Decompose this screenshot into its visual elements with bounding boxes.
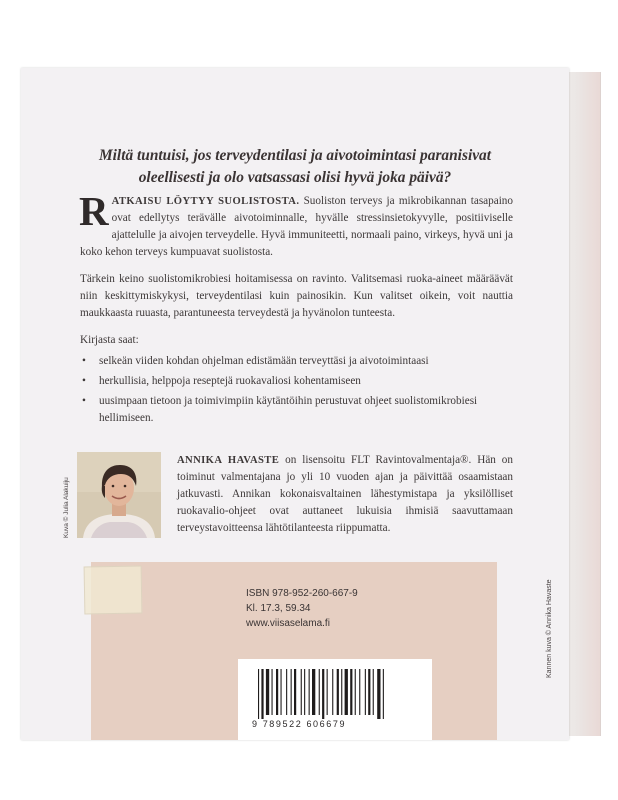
barcode-bar	[350, 669, 352, 715]
barcode-bar	[355, 669, 356, 715]
nutrition-paragraph: Tärkein keino suolistomikrobiesi hoitamisessa on ravinto. Valitsemasi ruoka-aineet määräävät niin keskittymiskykysi, terveydentilasi kuin painosikin. Kun valitset oikein, voit nauttia maukkaasta ruuasta, parantuneesta terveydestä ja hyvänolon tunteesta.	[80, 273, 513, 319]
list-item	[80, 353, 513, 370]
author-bio	[177, 452, 513, 537]
barcode-number: 9 789522 606679	[252, 719, 347, 729]
barcode-bar	[258, 669, 259, 719]
cover-photo-credit: Kannen kuva © Annika Havaste	[546, 579, 553, 678]
barcode-bar	[359, 669, 360, 715]
barcode-bar	[272, 669, 273, 715]
barcode-bar	[327, 669, 328, 715]
author-name: ANNIKA HAVASTE	[177, 455, 280, 466]
barcode-icon	[256, 669, 416, 719]
list-item-text: selkeän viiden kohdan ohjelman edistämään terveyttäsi ja aivotoimintaasi	[99, 355, 429, 367]
lead-question	[80, 145, 510, 189]
barcode-bar	[312, 669, 315, 715]
bullet-icon: •	[82, 395, 86, 407]
barcode-bar	[322, 669, 324, 719]
gets-title: Kirjasta saat:	[80, 334, 139, 346]
author-photo	[77, 452, 161, 538]
author-portrait-icon	[77, 452, 161, 538]
drop-cap: R	[79, 188, 109, 234]
bullet-icon: •	[82, 375, 86, 387]
barcode-bar	[368, 669, 370, 715]
barcode-bar	[373, 669, 374, 715]
intro-heading: ATKAISU LÖYTYY SUOLISTOSTA.	[111, 196, 300, 207]
barcode-bar	[286, 669, 287, 715]
barcode-bar	[377, 669, 380, 719]
barcode-bar	[304, 669, 305, 715]
isbn: ISBN 978-952-260-667-9	[246, 588, 358, 599]
barcode-bar	[261, 669, 263, 719]
barcode-bar	[309, 669, 310, 715]
barcode-bar	[319, 669, 320, 715]
barcode-bar	[276, 669, 278, 715]
bullet-icon: •	[82, 355, 86, 367]
barcode-bar	[281, 669, 282, 715]
barcode-bar	[266, 669, 269, 715]
barcode-bar	[337, 669, 339, 715]
intro-paragraph	[79, 188, 513, 261]
barcode-bar	[341, 669, 342, 715]
barcode-bar	[301, 669, 302, 715]
barcode-bar	[332, 669, 333, 715]
barcode-bar	[291, 669, 292, 715]
barcode	[238, 659, 432, 740]
list-item	[80, 373, 513, 390]
price-sticker	[84, 565, 143, 614]
list-item-text: uusimpaan tietoon ja toimivimpiin käytäntöihin perustuvat ohjeet suolistomikrobiesi hellimiseen.	[99, 395, 478, 424]
lead-line-1: Miltä tuntuisi, jos terveydentilasi ja aivotoimintasi paranisivat	[98, 147, 492, 164]
barcode-bar	[294, 669, 296, 715]
website: www.viisaselama.fi	[246, 618, 330, 629]
barcode-bar	[383, 669, 384, 719]
list-item	[80, 393, 513, 427]
body-text	[79, 188, 513, 430]
lead-line-2: oleellisesti ja olo vatsassasi olisi hyvä joka päivä?	[138, 169, 452, 186]
barcode-bar	[345, 669, 348, 715]
list-item-text: herkullisia, helppoja reseptejä ruokavaliosi kohentamiseen	[99, 375, 361, 387]
classification: Kl. 17.3, 59.34	[246, 603, 311, 614]
publication-info	[246, 586, 446, 631]
author-text: on lisensoitu FLT Ravintovalmentaja®. Hän on toiminut valmentajana jo yli 10 vuoden ajan ja päivittää osaamistaan jatkuvasti. Annikan kokonaisvaltainen lähestymistapa ja yksilölliset ruokavalio-ohjeet ovat auttaneet lukuisia ihmisiä saavuttamaan terveystavoitteensa lähtötilanteesta riippumatta.	[177, 454, 513, 534]
intro-text: Suoliston terveys ja mikrobikannan tasapaino ovat edellytys terävälle aivotoiminnalle, hyvälle stressinsietokyvylle, positiiviselle ajattelulle ja aivojen terveydelle. Hyvä immuniteetti, normaali paino, virkeys, hyvä uni ja koko kehon terveys kumpuavat suolistosta.	[80, 195, 513, 258]
barcode-bar	[365, 669, 366, 715]
author-paragraph	[177, 452, 513, 537]
photo-credit: Kuva © Julia Alakuiju	[63, 477, 70, 538]
gets-list	[80, 353, 513, 427]
